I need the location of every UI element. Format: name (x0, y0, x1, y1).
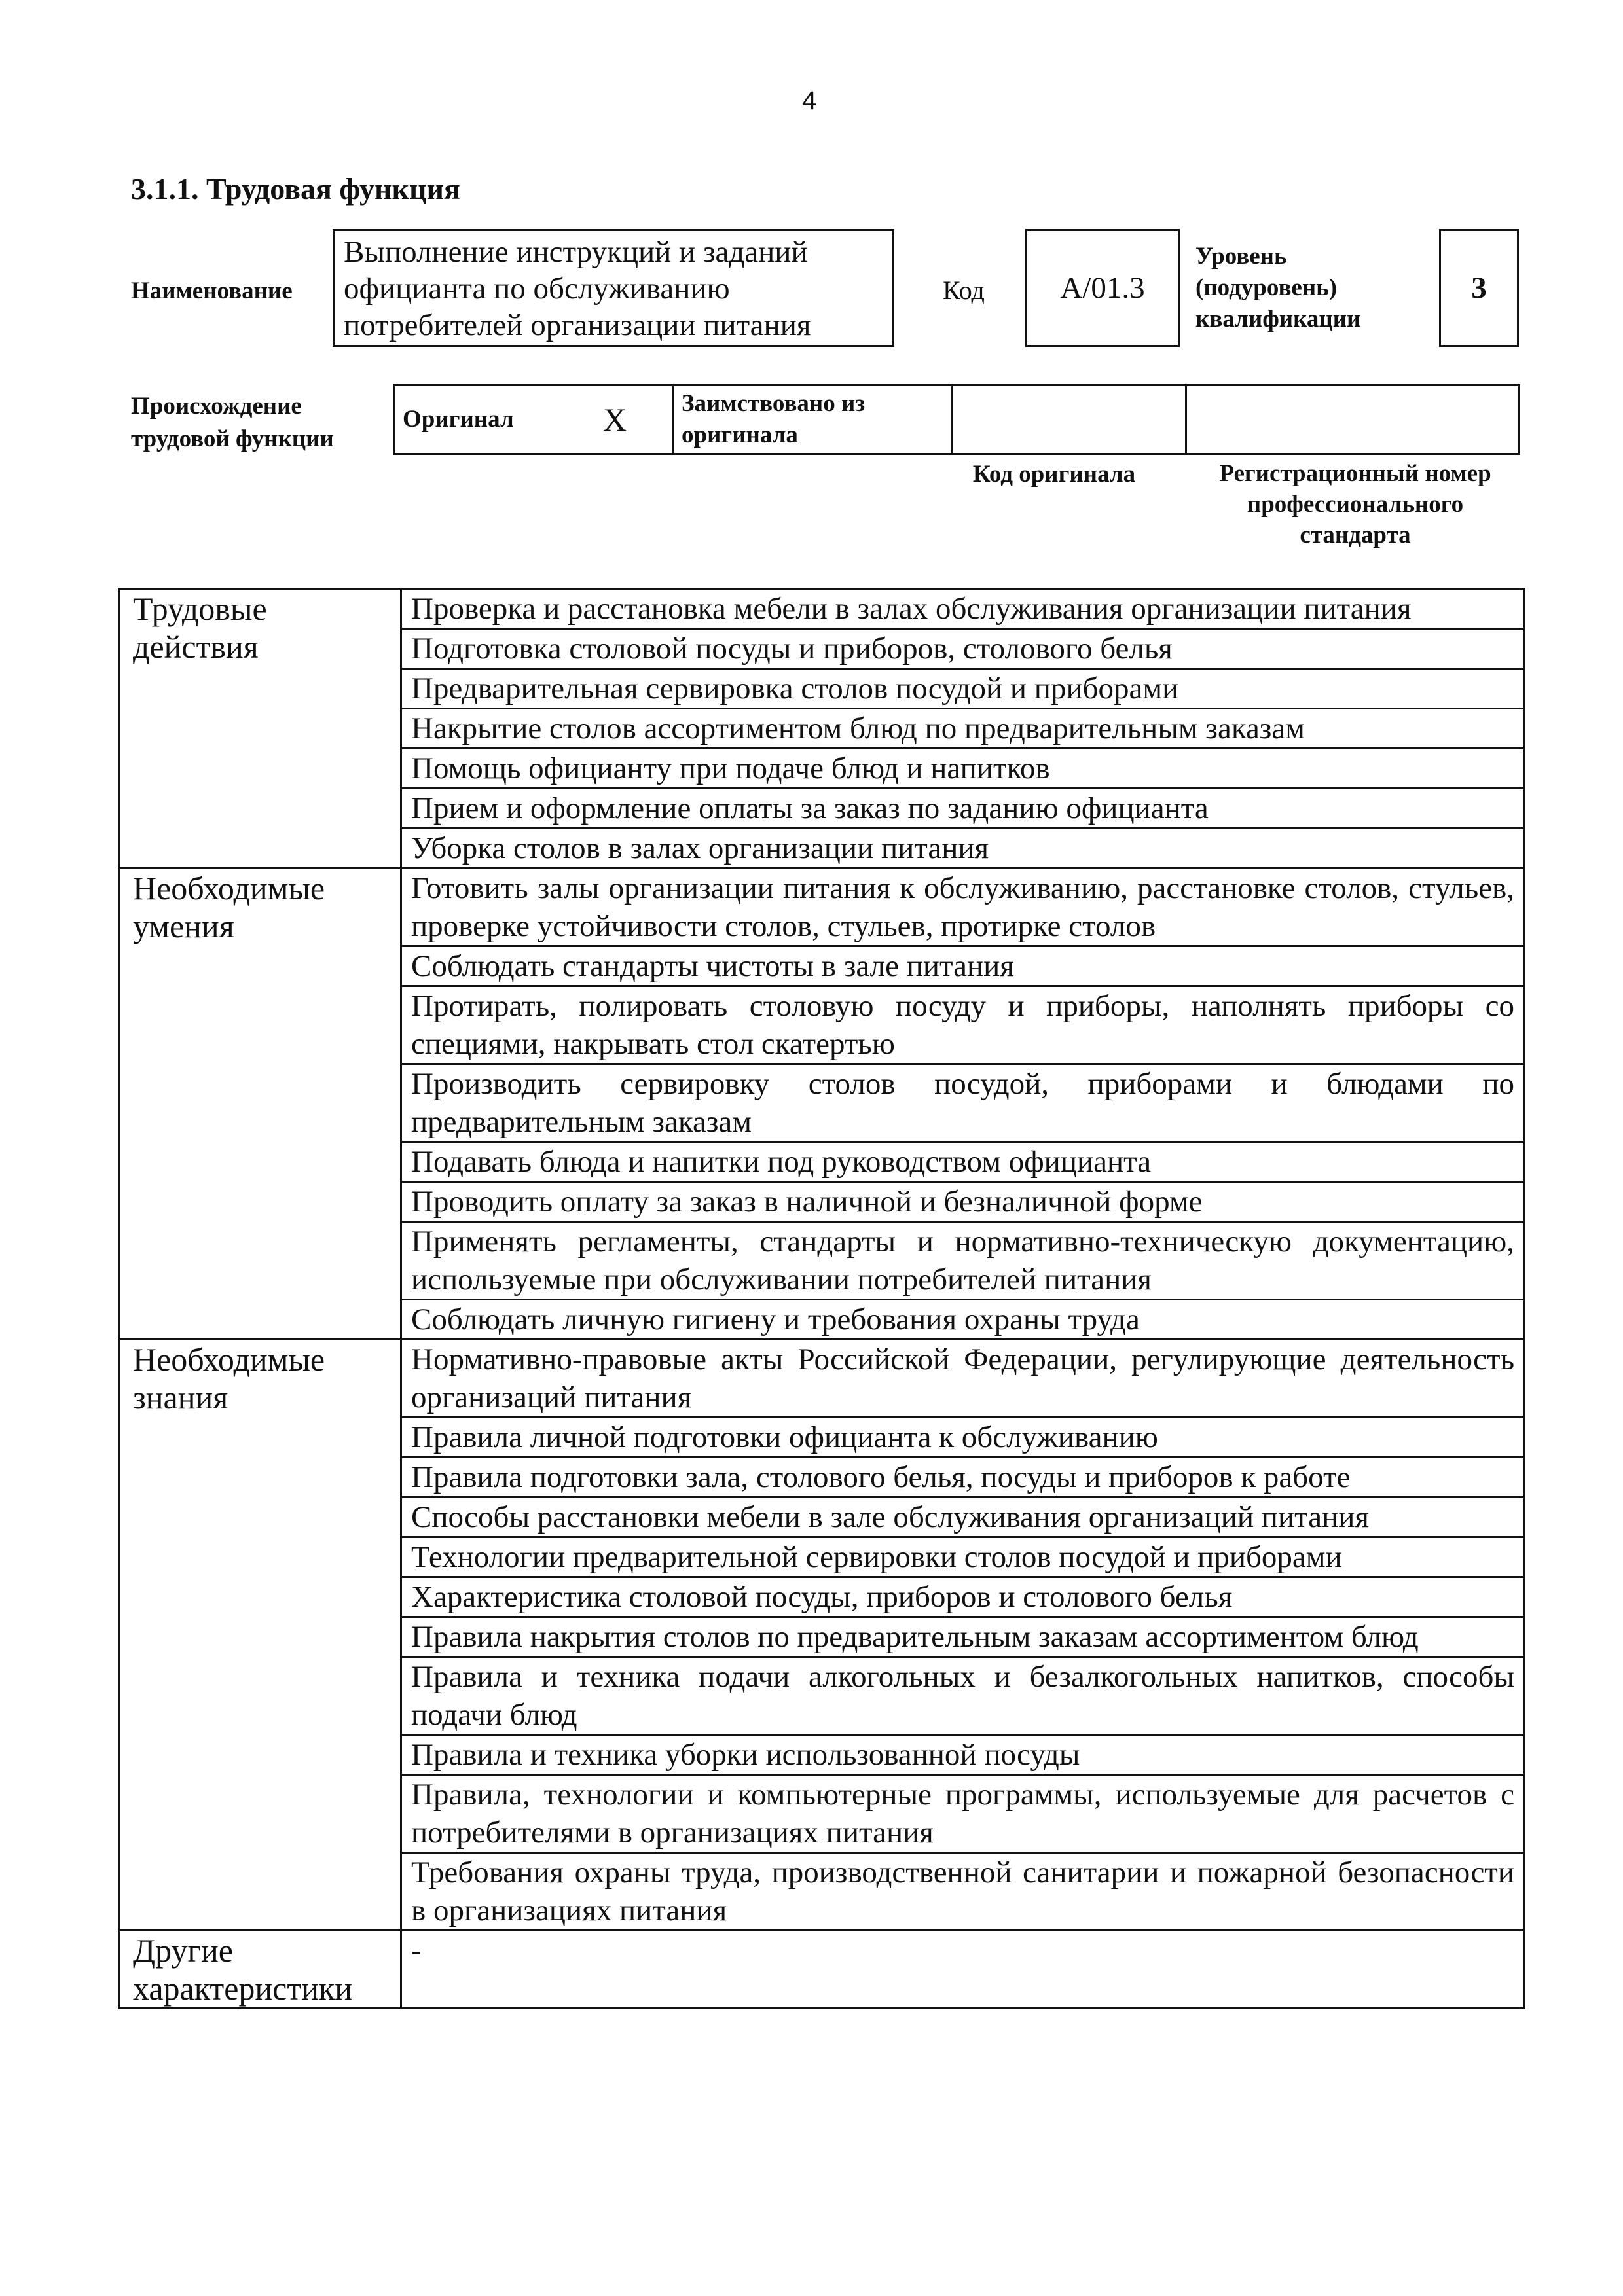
level-label: Уровень (подуровень) квалификации (1195, 243, 1361, 332)
page-number: 4 (802, 86, 817, 115)
table-cell: Проверка и расстановка мебели в залах обслуживания организации питания (401, 589, 1525, 629)
section-heading: Трудовые действия (119, 589, 401, 869)
table-cell: Протирать, полировать столовую посуду и приборы, наполнять приборы со специями, накрывать стол скатертью (401, 986, 1525, 1064)
table-cell: Уборка столов в залах организации питания (401, 829, 1525, 869)
table-cell: Правила и техника подачи алкогольных и безалкогольных напитков, способы подачи блюд (401, 1657, 1525, 1735)
original-code-cell (953, 386, 1186, 454)
table-row (119, 869, 1525, 946)
table-cell: Правила, технологии и компьютерные программы, используемые для расчетов с потребителями в организациях питания (401, 1775, 1525, 1853)
registration-number-caption: Регистрационный номер профессионального стандарта (1219, 460, 1491, 548)
function-name-box: Выполнение инструкций и заданий официанта по обслуживанию потребителей организации питания (333, 229, 894, 347)
original-label: Оригинал (394, 386, 558, 454)
table-cell: Требования охраны труда, производственной санитарии и пожарной безопасности в организациях питания (401, 1853, 1525, 1931)
table-cell: Накрытие столов ассортиментом блюд по предварительным заказам (401, 709, 1525, 749)
table-cell: Помощь официанту при подаче блюд и напитков (401, 749, 1525, 789)
name-label: Наименование (131, 278, 293, 304)
table-cell: Прием и оформление оплаты за заказ по заданию официанта (401, 789, 1525, 829)
table-cell: Соблюдать личную гигиену и требования охраны труда (401, 1300, 1525, 1340)
table-cell: Правила накрытия столов по предварительным заказам ассортиментом блюд (401, 1617, 1525, 1657)
table-cell: Подготовка столовой посуды и приборов, столового белья (401, 629, 1525, 669)
code-original-caption: Код оригинала (972, 461, 1136, 488)
table-cell: Правила личной подготовки официанта к обслуживанию (401, 1418, 1525, 1458)
table-cell: Нормативно-правовые акты Российской Федерации, регулирующие деятельность организаций питания (401, 1340, 1525, 1418)
borrowed-label: Заимствовано из оригинала (673, 386, 953, 454)
table-cell: Производить сервировку столов посудой, приборами и блюдами по предварительным заказам (401, 1064, 1525, 1142)
table-row (119, 1931, 1525, 2009)
original-mark: X (558, 386, 673, 454)
section-title: 3.1.1. Трудовая функция (131, 172, 460, 206)
function-code-box: A/01.3 (1025, 229, 1180, 347)
table-cell: Способы расстановки мебели в зале обслуживания организаций питания (401, 1498, 1525, 1537)
qualification-level-box: 3 (1439, 229, 1519, 347)
registration-number-cell (1186, 386, 1520, 454)
origin-label: Происхождение трудовой функции (131, 393, 334, 452)
section-heading: Необходимые знания (119, 1340, 401, 1931)
table-cell: Применять регламенты, стандарты и нормативно-техническую документацию, используемые при обслуживании потребителей питания (401, 1222, 1525, 1300)
table-cell: Проводить оплату за заказ в наличной и безналичной форме (401, 1182, 1525, 1222)
table-row (119, 1340, 1525, 1418)
table-cell: Технологии предварительной сервировки столов посудой и приборами (401, 1537, 1525, 1577)
table-cell: Готовить залы организации питания к обслуживанию, расстановке столов, стульев, проверке устойчивости столов, стульев, протирке столов (401, 869, 1525, 946)
labor-function-table (118, 588, 1525, 2009)
origin-table (393, 384, 1520, 455)
table-cell: Предварительная сервировка столов посудой и приборами (401, 669, 1525, 709)
section-heading: Необходимые умения (119, 869, 401, 1340)
table-cell: Характеристика столовой посуды, приборов и столового белья (401, 1577, 1525, 1617)
table-cell: Соблюдать стандарты чистоты в зале питания (401, 946, 1525, 986)
table-cell: - (401, 1931, 1525, 2009)
section-heading: Другие характеристики (119, 1931, 401, 2009)
table-cell: Правила подготовки зала, столового белья, посуды и приборов к работе (401, 1458, 1525, 1498)
table-row (119, 589, 1525, 629)
table-cell: Подавать блюда и напитки под руководством официанта (401, 1142, 1525, 1182)
code-label: Код (943, 276, 985, 305)
table-cell: Правила и техника уборки использованной посуды (401, 1735, 1525, 1775)
